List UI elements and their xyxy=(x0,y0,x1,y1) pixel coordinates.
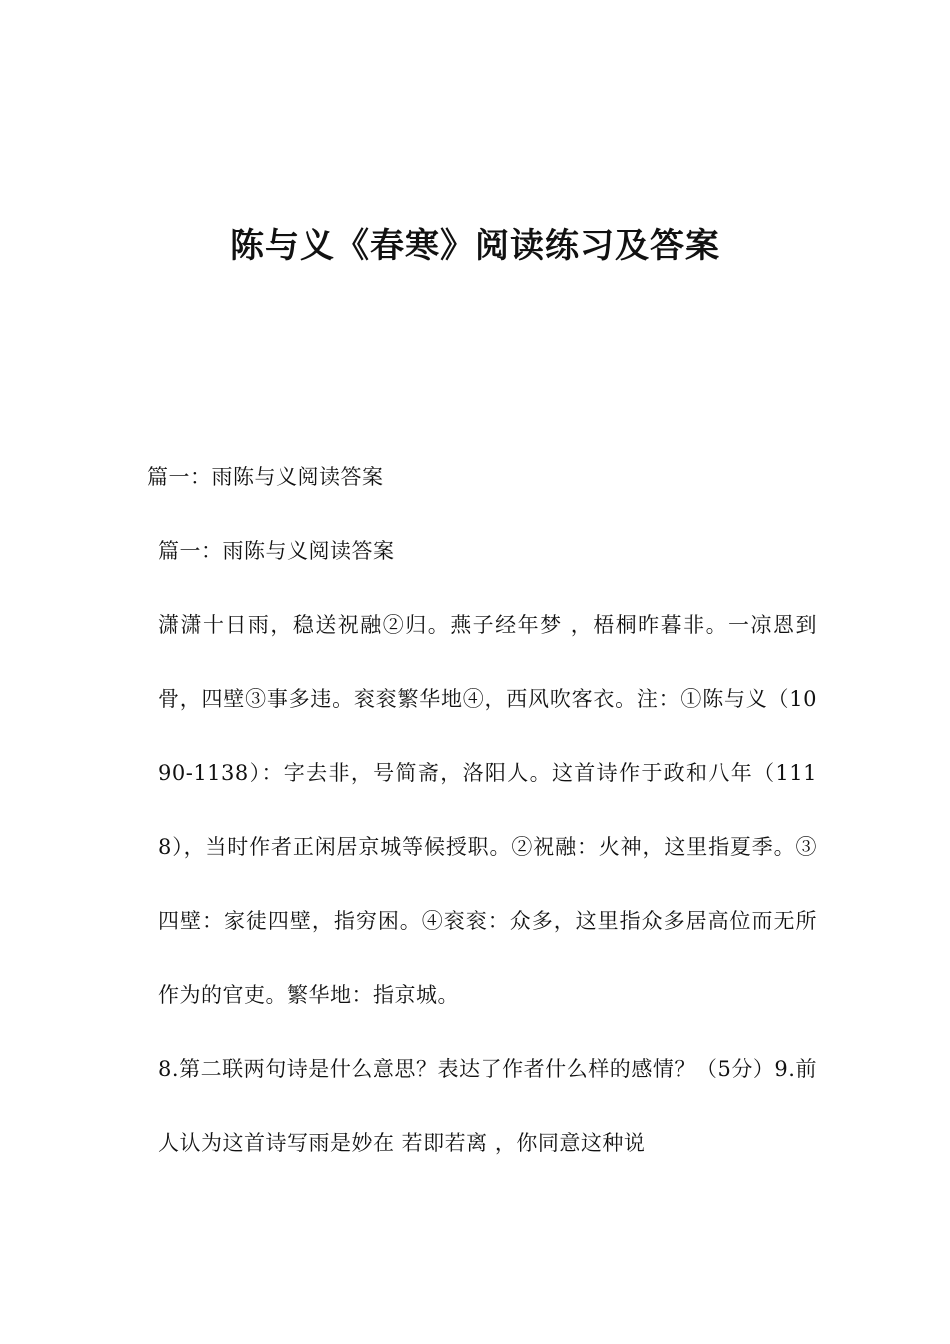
paragraph-subheading: 篇一：雨陈与义阅读答案 xyxy=(158,539,395,563)
document-body xyxy=(147,440,817,1180)
section-heading: 篇一：雨陈与义阅读答案 xyxy=(147,465,384,489)
paragraph-questions: 8.第二联两句诗是什么意思？表达了作者什么样的感情？（5分）9.前人认为这首诗写雨是妙在 若即若离 ，你同意这种说 xyxy=(158,1057,817,1155)
document-title: 陈与义《春寒》阅读练习及答案 xyxy=(230,226,720,266)
paragraph-poem-and-notes: 潇潇十日雨，稳送祝融②归。燕子经年梦 ，梧桐昨暮非。一凉恩到骨，四壁③事多违。衮衮繁华地④，西风吹客衣。注：①陈与义（1090-1138）：字去非，号简斋，洛阳人。这首诗作于政和八年（1118），当时作者正闲居京城等候授职。②祝融：火神，这里指夏季。③四壁：家徒四壁，指穷困。④衮衮：众多，这里指众多居高位而无所作为的官吏。繁华地：指京城。 xyxy=(158,613,817,1007)
